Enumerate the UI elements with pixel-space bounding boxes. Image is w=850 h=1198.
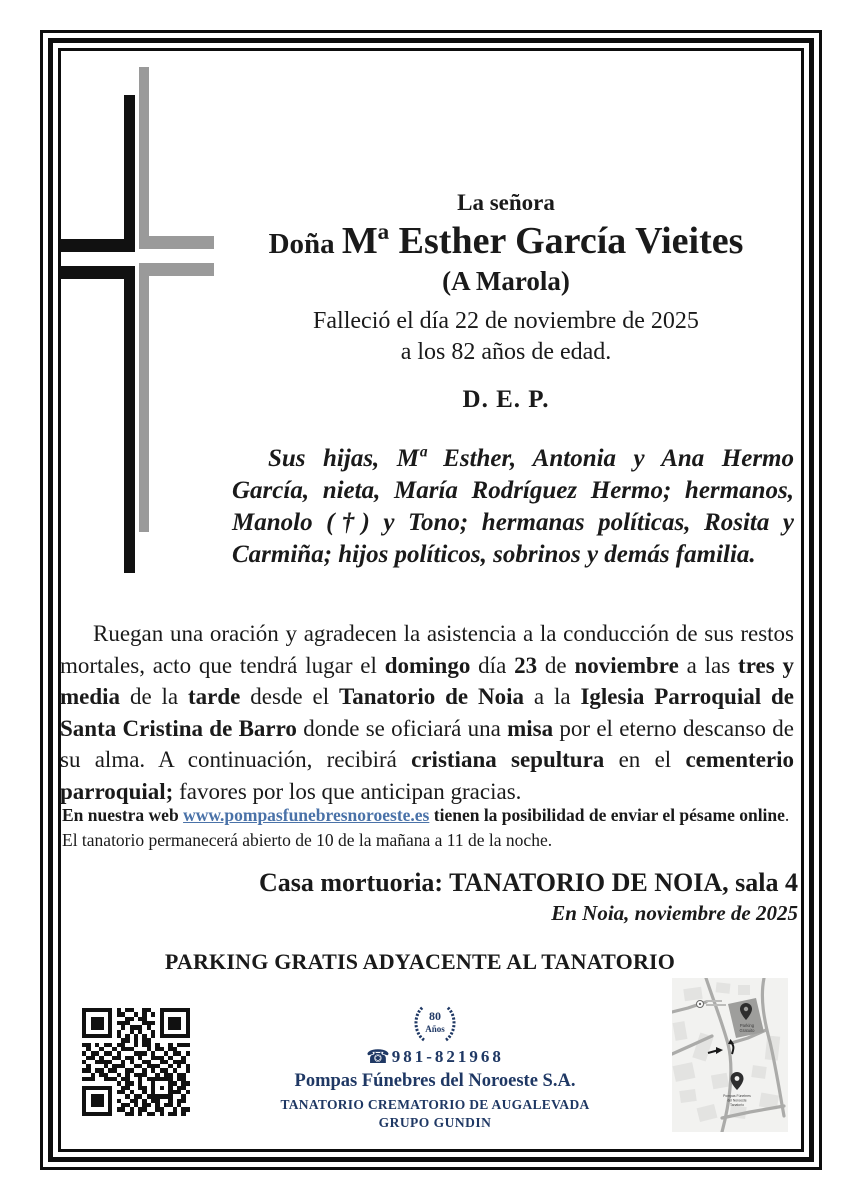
- deceased-alias: (A Marola): [442, 266, 570, 297]
- family-notice-paragraph: Sus hijas, Mª Esther, Antonia y Ana Hermo García, nieta, María Rodríguez Hermo; hermanos, Manolo (†) y Tono; hermanas políticas, Rosita y Carmiña; hijos políticos, sobrinos y demás familia.: [232, 445, 794, 568]
- tanatorio-crematorio-line: TANATORIO CREMATORIO DE AUGALEVADA: [280, 1097, 590, 1112]
- deceased-name-line: [212, 221, 800, 263]
- dep-abbreviation: D. E. P.: [462, 386, 550, 413]
- mortuary-house-line: Casa mortuoria: TANATORIO DE NOIA, sala 4: [258, 868, 798, 897]
- map-tanatorio-label-1: Pompas Fúnebres: [723, 1094, 751, 1098]
- map-tanatorio-label-3: Tanatorio: [730, 1103, 744, 1107]
- tanatorio-hours-line: El tanatorio permanecerá abierto de 10 de la mañana a 11 de la noche.: [62, 830, 553, 850]
- funeral-announcement-paragraph: Ruegan una oración y agradecen la asistencia a la conducción de sus restos mortales, acto que tendrá lugar el domingo día 23 de noviembre a las tres y media de la tarde desde el Tanatorio de Noia a la Iglesia Parroquial de Santa Cristina de Barro donde se oficiará una misa por el eterno descanso de su alma. A continuación, recibirá cristiana sepultura en el cementerio parroquial; favores por los que anticipan gracias.: [60, 621, 794, 804]
- location-map: [672, 978, 788, 1132]
- deceased-name: Mª Esther García Vieites: [341, 220, 744, 263]
- parking-notice: PARKING GRATIS ADYACENTE AL TANATORIO: [164, 949, 676, 974]
- phone-number: 981-821968: [391, 1047, 504, 1066]
- website-condolence-line: En nuestra web www.pompasfunebresnoroeste.es tienen la posibilidad de enviar el pésame online.: [62, 805, 790, 825]
- name-prefix: Doña: [268, 228, 342, 261]
- mortuary-block: [60, 868, 798, 926]
- death-date-line: Falleció el día 22 de noviembre de 2025: [313, 307, 699, 334]
- 80-years-laurel-logo-icon: [410, 1002, 460, 1044]
- logo-years-label: Años: [425, 1024, 445, 1034]
- pesame-website-link[interactable]: www.pompasfunebresnoroeste.es: [183, 805, 430, 825]
- telephone-icon: ☎: [366, 1046, 390, 1068]
- map-tanatorio-label-2: del Noroeste: [727, 1098, 747, 1103]
- phone-line: [278, 1046, 592, 1068]
- map-parking-label-2: Gratuito: [739, 1028, 755, 1033]
- company-name: Pompas Fúnebres del Noroeste S.A.: [294, 1071, 576, 1091]
- web-info-block: [62, 803, 792, 853]
- memorial-cross-icon: [58, 64, 218, 579]
- map-parking-label-1: Parking: [739, 1023, 755, 1028]
- qr-code: [82, 1008, 190, 1116]
- logo-years-number: 80: [429, 1009, 441, 1023]
- funeral-home-block: [278, 1002, 592, 1131]
- header-block: [212, 190, 800, 368]
- salutation: La señora: [457, 190, 555, 215]
- death-age-line: a los 82 años de edad.: [400, 338, 612, 365]
- group-name: GRUPO GUNDIN: [378, 1115, 492, 1130]
- place-date-line: En Noia, noviembre de 2025: [551, 901, 798, 925]
